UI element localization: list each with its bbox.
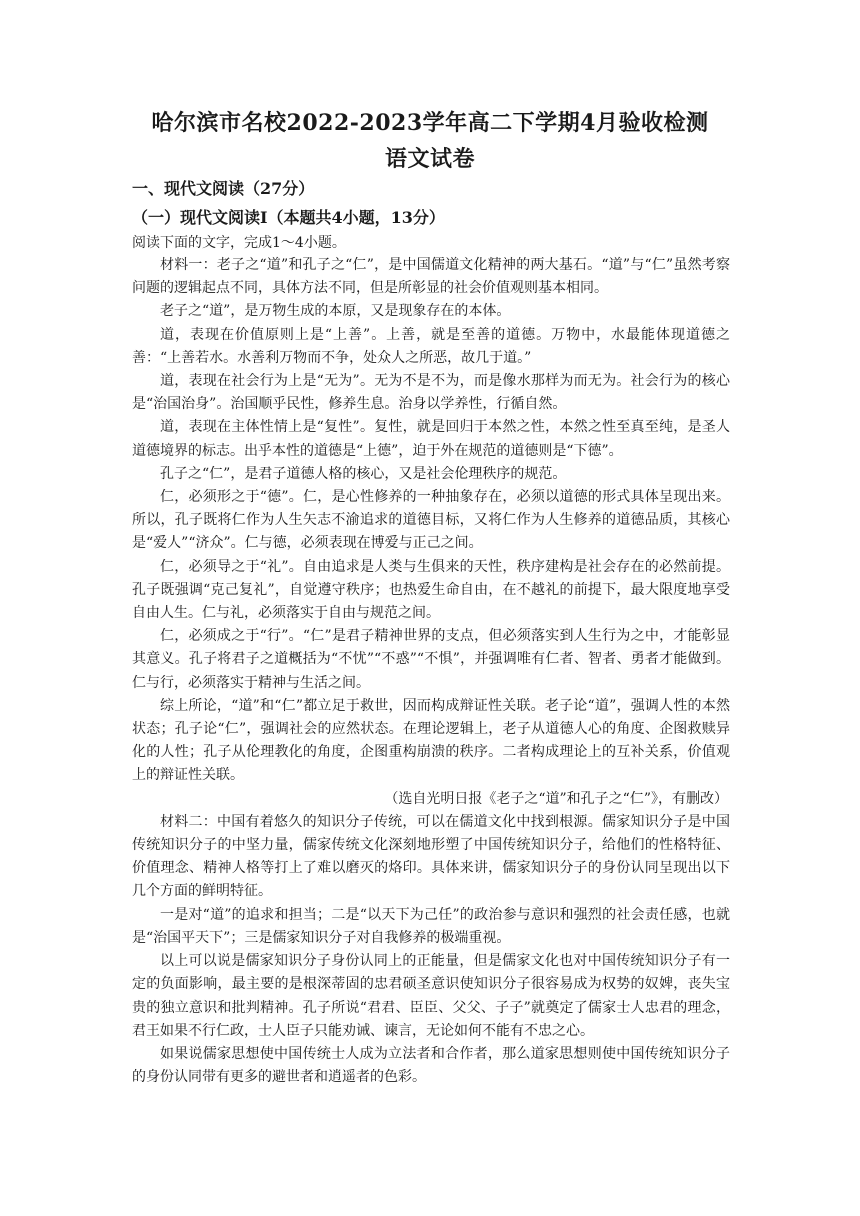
paragraph: 综上所论，“道”和“仁”都立足于救世，因而构成辩证性关联。老子论“道”，强调人性的本然状态；孔子论“仁”，强调社会的应然状态。在理论逻辑上，老子从道德人心的角度、企图救赎异化的人性；孔子从伦理教化的角度，企图重构崩溃的秩序。二者构成理论上的互补关系，价值观上的辩证性关联。 — [132, 697, 730, 784]
paragraph: 以上可以说是儒家知识分子身份认同上的正能量，但是儒家文化也对中国传统知识分子有一定的负面影响，最主要的是根深蒂固的忠君硕圣意识使知识分子很容易成为权势的奴婢，丧失宝贵的独立意识和批判精神。孔子所说“君君、臣臣、父父、子子”就奠定了儒家士人忠君的理念，君王如果不行仁政，士人臣子只能劝诫、谏言，无论如何不能有不忠之心。 — [132, 953, 730, 1039]
paragraph: 道，表现在价值原则上是“上善”。上善，就是至善的道德。万物中，水最能体现道德之善：“上善若水。水善利万物而不争，处众人之所恶，故几于道。” — [132, 326, 730, 366]
section-heading: 一、现代文阅读（27分） — [132, 179, 315, 198]
paragraph: 仁，必须形之于“德”。仁，是心性修养的一种抽象存在，必须以道德的形式具体呈现出来。所以，孔子既将仁作为人生矢志不渝追求的道德目标，又将仁作为人生修养的道德品质，其核心是“爱人”“济众”。仁与德，必须表现在博爱与正己之间。 — [132, 489, 730, 552]
subsection-heading: （一）现代文阅读Ⅰ（本题共4小题，13分） — [132, 208, 445, 227]
paragraph: 仁，必须成之于“行”。“仁”是君子精神世界的支点，但必须落实到人生行为之中，才能彰显其意义。孔子将君子之道概括为“不忧”“不惑”“不惧”，并强调唯有仁者、智者、勇者才能做到。仁与行，必须落实于精神与生活之间。 — [132, 628, 730, 691]
paragraph: 材料二：中国有着悠久的知识分子传统，可以在儒道文化中找到根源。儒家知识分子是中国传统知识分子的中坚力量，儒家传统文化深刻地形塑了中国传统知识分子，给他们的性格特征、价值理念、精神人格等打上了难以磨灭的烙印。具体来讲，儒家知识分子的身份认同呈现出以下几个方面的鲜明特征。 — [132, 813, 730, 900]
paragraph: 道，表现在社会行为上是“无为”。无为不是不为，而是像水那样为而无为。社会行为的核心是“治国治身”。治国顺乎民性，修养生息。治身以学养性，行循自然。 — [132, 373, 730, 413]
paragraph: 如果说儒家思想使中国传统士人成为立法者和合作者，那么道家思想则使中国传统知识分子的身份认同带有更多的避世者和逍遥者的色彩。 — [132, 1045, 730, 1086]
exam-title: 哈尔滨市名校2022-2023学年高二下学期4月验收检测 — [151, 110, 709, 136]
paragraph: 材料一：老子之“道”和孔子之“仁”，是中国儒道文化精神的两大基石。“道”与“仁”虽然考察问题的逻辑起点不同，具体方法不同，但是所彰显的社会价值观则基本相同。 — [132, 257, 730, 297]
paragraph: 仁，必须导之于“礼”。自由追求是人类与生俱来的天性，秩序建构是社会存在的必然前提。孔子既强调“克己复礼”，自觉遵守秩序；也热爱生命自由，在不越礼的前提下，最大限度地享受自由人生。仁与礼，必须落实于自由与规范之间。 — [132, 558, 730, 622]
paragraph: 老子之“道”，是万物生成的本原，又是现象存在的本体。 — [160, 303, 511, 320]
reading-passage — [132, 254, 730, 1089]
paragraph: 道，表现在主体性情上是“复性”。复性，就是回归于本然之性，本然之性至真至纯，是圣人道德境界的标志。出乎本性的道德是“上德”，迫于外在规范的道德则是“下德”。 — [132, 419, 730, 459]
reading-instruction: 阅读下面的文字，完成1～4小题。 — [132, 235, 346, 251]
source-note: （选自光明日报《老子之“道”和孔子之“仁”》，有删改） — [384, 790, 728, 807]
exam-subject-title: 语文试卷 — [384, 146, 475, 172]
paragraph: 一是对“道”的追求和担当；二是“以天下为己任”的政治参与意识和强烈的社会责任感，也就是“治国平天下”；三是儒家知识分子对自我修养的极端重视。 — [132, 906, 730, 946]
paragraph: 孔子之“仁”，是君子道德人格的核心，又是社会伦理秩序的规范。 — [160, 465, 567, 482]
